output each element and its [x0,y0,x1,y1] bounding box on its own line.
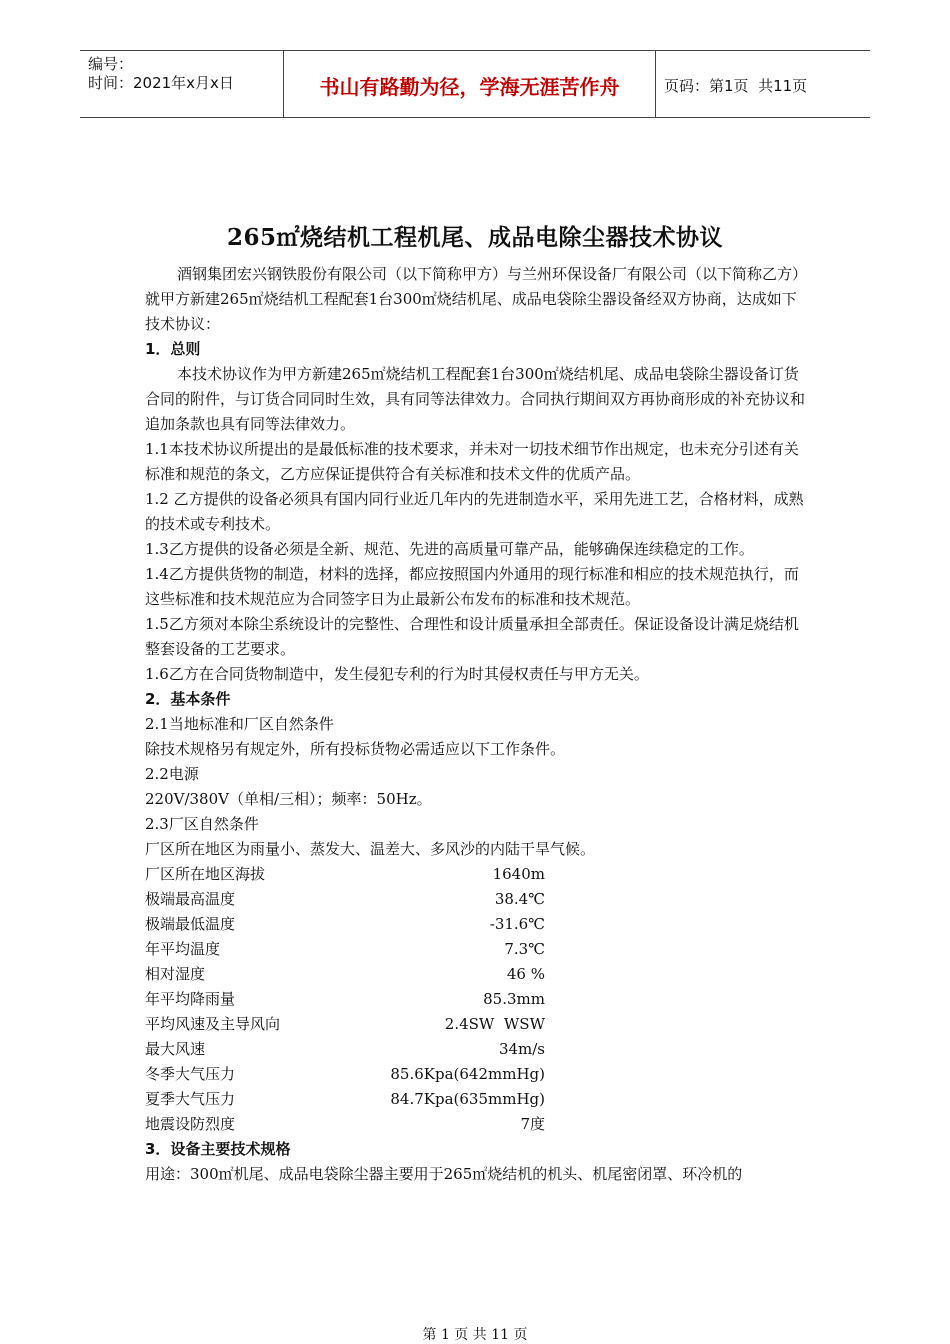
intro-paragraph: 酒钢集团宏兴钢铁股份有限公司（以下简称甲方）与兰州环保设备厂有限公司（以下简称乙方）就甲方新建265㎡烧结机工程配套1台300㎡烧结机尾、成品电袋除尘器设备经双方协商，达成如下技术协议： [145,265,808,333]
header-time-label: 时间：2021年x月x日 [88,74,234,92]
condition-label: 厂区所在地区海拔 [145,865,266,883]
clause-1-5: 1.5乙方须对本除尘系统设计的完整性、合理性和设计质量承担全部责任。保证设备设计满足烧结机整套设备的工艺要求。 [145,615,799,658]
condition-label: 地震设防烈度 [145,1115,236,1133]
page-footer: 第 1 页 共 11 页 [422,1327,528,1343]
condition-value: 46 % [506,965,545,983]
condition-label: 相对湿度 [145,965,206,983]
condition-row [145,1012,810,1037]
condition-label: 年平均温度 [145,940,221,958]
clause-2-3-text: 厂区所在地区为雨量小、蒸发大、温差大、多风沙的内陆干旱气候。 [145,840,596,858]
condition-value: 34m/s [498,1040,545,1058]
header-number-label: 编号： [88,55,134,73]
header-page-info: 页码：第1页 共11页 [664,77,808,95]
condition-value: 85.6Kpa(642mmHg) [390,1065,545,1083]
condition-label: 冬季大气压力 [145,1065,236,1083]
condition-label: 极端最低温度 [145,915,236,933]
condition-row [145,937,810,962]
condition-value: 7度 [520,1115,545,1133]
condition-value: 84.7Kpa(635mmHg) [390,1090,545,1108]
condition-row [145,1037,810,1062]
clause-1-4: 1.4乙方提供货物的制造，材料的选择，都应按照国内外通用的现行标准和相应的技术规范执行，而这些标准和技术规范应为合同签字日为止最新公布发布的标准和技术规范。 [145,565,799,608]
condition-value: 85.3mm [483,990,545,1008]
site-conditions-table [145,862,810,1137]
clause-2-2-text: 220V/380V（单相/三相）；频率：50Hz。 [145,790,432,808]
condition-row [145,912,810,937]
document-body [145,262,810,1187]
clause-2-1-text: 除技术规格另有规定外，所有投标货物必需适应以下工作条件。 [145,740,566,758]
section-3-heading: 3．设备主要技术规格 [145,1140,291,1158]
header-slogan: 书山有路勤为径，学海无涯苦作舟 [319,75,620,99]
condition-label: 极端最高温度 [145,890,236,908]
condition-row [145,962,810,987]
condition-value: -31.6℃ [489,915,545,933]
condition-label: 最大风速 [145,1040,206,1058]
clause-2-3: 2.3厂区自然条件 [145,815,259,833]
condition-value: 7.3℃ [504,940,545,958]
clause-2-2: 2.2电源 [145,765,199,783]
condition-value: 1640m [492,865,545,883]
condition-value: 38.4℃ [494,890,545,908]
section-2-heading: 2．基本条件 [145,690,231,708]
header-divider [655,51,656,117]
condition-row [145,862,810,887]
condition-row [145,1112,810,1137]
clause-1-2: 1.2 乙方提供的设备必须具有国内同行业近几年内的先进制造水平，采用先进工艺，合格材料，成熟的技术或专利技术。 [145,490,804,533]
clause-1-3: 1.3乙方提供的设备必须是全新、规范、先进的高质量可靠产品，能够确保连续稳定的工作。 [145,540,754,558]
condition-label: 夏季大气压力 [145,1090,236,1108]
condition-row [145,987,810,1012]
section-1-body: 本技术协议作为甲方新建265㎡烧结机工程配套1台300㎡烧结机尾、成品电袋除尘器设备订货合同的附件，与订货合同同时生效，具有同等法律效力。合同执行期间双方再协商形成的补充协议和追加条款也具有同等法律效力。 [145,365,806,433]
clause-1-6: 1.6乙方在合同货物制造中，发生侵犯专利的行为时其侵权责任与甲方无关。 [145,665,649,683]
condition-label: 年平均降雨量 [145,990,236,1008]
condition-row [145,887,810,912]
document-title: 265㎡烧结机工程机尾、成品电除尘器技术协议 [226,224,723,251]
clause-2-1: 2.1当地标准和厂区自然条件 [145,715,334,733]
header-meta [88,55,234,93]
page-header [80,50,870,118]
condition-value: 2.4SW WSW [444,1015,545,1033]
condition-row [145,1062,810,1087]
clause-1-1: 1.1本技术协议所提出的是最低标准的技术要求，并未对一切技术细节作出规定，也未充分引述有关标准和规范的条文，乙方应保证提供符合有关标准和技术文件的优质产品。 [145,440,799,483]
condition-row [145,1087,810,1112]
section-1-heading: 1．总则 [145,340,201,358]
section-3-usage: 用途：300㎡机尾、成品电袋除尘器主要用于265㎡烧结机的机头、机尾密闭罩、环冷机的 [145,1165,743,1183]
condition-label: 平均风速及主导风向 [145,1015,281,1033]
